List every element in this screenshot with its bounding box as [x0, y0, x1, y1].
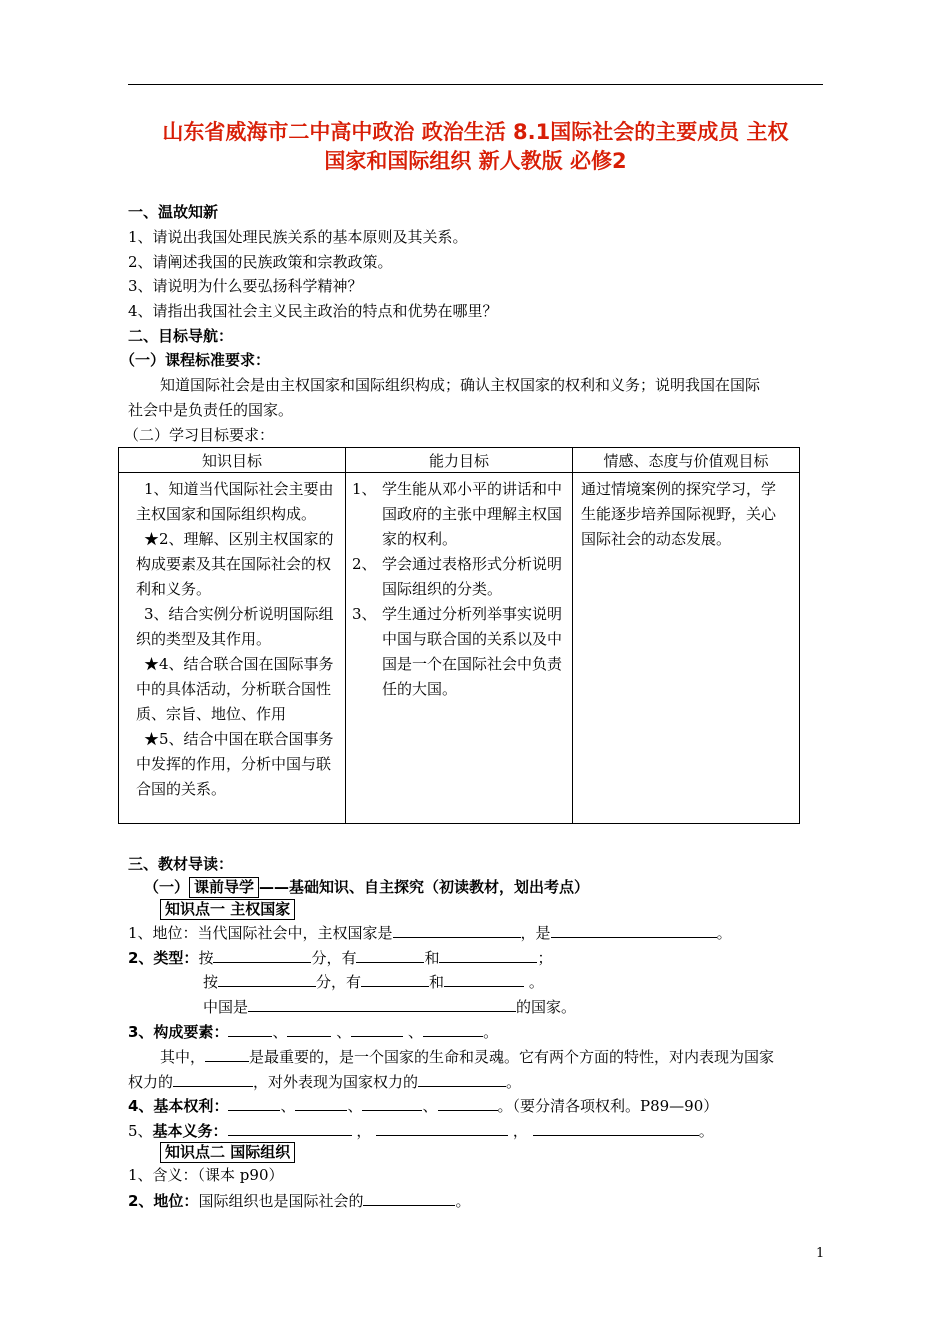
blank[interactable] — [248, 995, 516, 1012]
ability-goal-2: 2、 学会通过表格形式分析说明国际组织的分类。 — [352, 555, 563, 598]
blank[interactable] — [362, 1094, 422, 1111]
title-line-2: 国家和国际组织 新人教版 必修2 — [324, 149, 627, 173]
header-ability: 能力目标 — [346, 448, 573, 473]
blank[interactable] — [213, 946, 311, 963]
line-org-status: 2、地位：国际组织也是国际社会的 。 — [128, 1189, 470, 1212]
course-standard-text-1: 知道国际社会是由主权国家和国际组织构成；确认主权国家的权利和义务；说明我国在国际 — [160, 376, 761, 394]
blank[interactable] — [444, 970, 524, 987]
line-rights: 4、基本权利： 、 、 、 。（要分清各项权利。P89—90） — [128, 1094, 718, 1117]
knowledge-goal-5: ★5、结合中国在联合国事务中发挥的作用，分析中国与联合国的关系。 — [136, 730, 334, 798]
blank[interactable] — [361, 970, 429, 987]
ability-goal-3: 3、 学生通过分析列举事实说明中国与联合国的关系以及中国是一个在国际社会中负责任的大国。 — [352, 605, 563, 698]
blank[interactable] — [356, 946, 424, 963]
line-sovereignty-1: 其中， 是最重要的，是一个国家的生命和灵魂。它有两个方面的特性，对内表现为国家 — [160, 1045, 774, 1068]
page-number: 1 — [816, 1246, 825, 1261]
knowledge-goal-3: 3、结合实例分析说明国际组织的类型及其作用。 — [136, 605, 334, 648]
review-question-1: 1、请说出我国处理民族关系的基本原则及其关系。 — [128, 228, 468, 246]
line-types-1: 2、类型：按 分，有 和 ； — [128, 946, 553, 969]
learning-goals-heading: （二）学习目标要求： — [124, 426, 275, 444]
header-emotion: 情感、态度与价值观目标 — [573, 448, 800, 473]
blank[interactable] — [551, 921, 717, 938]
section2-heading: 二、目标导航： — [128, 327, 234, 345]
header-rule — [128, 84, 823, 85]
line-duties: 5、基本义务： ， ， 。 — [128, 1119, 714, 1142]
knowledge-goal-4: ★4、结合联合国在国际事务中的具体活动，分析联合国性质、宗旨、地位、作用 — [136, 655, 334, 723]
blank[interactable] — [363, 1189, 455, 1206]
emotion-goal: 通过情境案例的探究学习，学生能逐步培养国际视野，关心国际社会的动态发展。 — [581, 480, 777, 548]
document-title — [128, 118, 823, 176]
pre-class-heading: （一） 课前导学 ——基础知识、自主探究（初读教材，划出考点） — [144, 878, 590, 896]
knowledge-goal-1: 1、知道当代国际社会主要由主权国家和国际组织构成。 — [136, 480, 334, 523]
blank[interactable] — [393, 921, 521, 938]
blank[interactable] — [376, 1119, 508, 1136]
blank[interactable] — [438, 1094, 498, 1111]
blank[interactable] — [439, 946, 537, 963]
knowledge-point-1: 知识点一 主权国家 — [160, 898, 295, 920]
line-status: 1、地位：当代国际社会中，主权国家是 ，是 。 — [128, 921, 732, 944]
header-knowledge: 知识目标 — [119, 448, 346, 473]
blank[interactable] — [418, 1070, 506, 1087]
review-question-4: 4、请指出我国社会主义民主政治的特点和优势在哪里？ — [128, 302, 498, 320]
blank[interactable] — [295, 1094, 347, 1111]
blank[interactable] — [533, 1119, 699, 1136]
ability-goals-cell — [346, 473, 573, 824]
emotion-goals-cell — [573, 473, 800, 824]
line-china: 中国是 的国家。 — [203, 995, 576, 1018]
knowledge-goal-2: ★2、理解、区别主权国家的构成要素及其在国际社会的权利和义务。 — [136, 530, 334, 598]
blank[interactable] — [228, 1020, 272, 1037]
blank[interactable] — [228, 1094, 280, 1111]
blank[interactable] — [218, 970, 316, 987]
objectives-table — [118, 447, 800, 824]
line-sovereignty-2: 权力的 ，对外表现为国家权力的 。 — [128, 1070, 521, 1093]
knowledge-goals-cell — [119, 473, 346, 824]
knowledge-point-2: 知识点二 国际组织 — [160, 1141, 295, 1163]
blank[interactable] — [351, 1020, 403, 1037]
blank[interactable] — [205, 1045, 249, 1062]
blank[interactable] — [173, 1070, 253, 1087]
line-types-2: 按 分，有 和 。 — [203, 970, 544, 993]
blank[interactable] — [228, 1119, 352, 1136]
line-elements: 3、构成要素： 、 、 、 。 — [128, 1020, 498, 1043]
section3-heading: 三、教材导读： — [128, 855, 234, 873]
pre-class-label: 课前导学 — [189, 877, 259, 898]
title-line-1: 山东省威海市二中高中政治 政治生活 8.1国际社会的主要成员 主权 — [162, 120, 789, 144]
ability-goal-1: 1、 学生能从邓小平的讲话和中国政府的主张中理解主权国家的权利。 — [352, 480, 563, 548]
course-standard-heading: （一）课程标准要求： — [120, 351, 271, 369]
review-question-2: 2、请阐述我国的民族政策和宗教政策。 — [128, 253, 393, 271]
course-standard-text-2: 社会中是负责任的国家。 — [128, 401, 294, 419]
blank[interactable] — [287, 1020, 331, 1037]
review-question-3: 3、请说明为什么要弘扬科学精神？ — [128, 277, 363, 295]
section1-heading: 一、温故知新 — [128, 203, 219, 221]
blank[interactable] — [423, 1020, 483, 1037]
line-definition: 1、含义：（课本 p90） — [128, 1166, 284, 1184]
